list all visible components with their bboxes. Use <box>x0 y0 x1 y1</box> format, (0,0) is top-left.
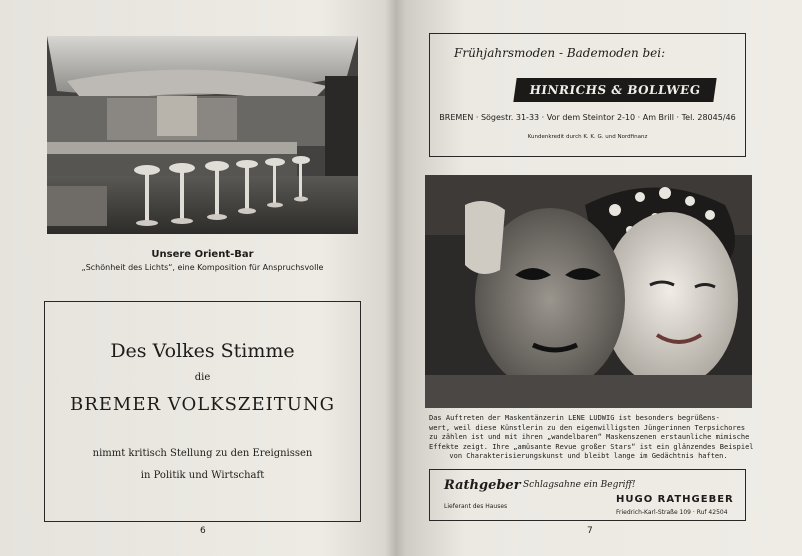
article-text <box>429 414 754 462</box>
ad-script-line: Frühjahrsmoden - Bademoden bei: <box>454 46 666 60</box>
hinrichs-bollweg-ad <box>429 33 746 157</box>
mask-dancer-photo <box>425 175 752 408</box>
article-line: wert, weil diese Künstlerin zu den eigenwilligsten Jüngerinnen Terpsichores <box>429 423 746 432</box>
photo-caption-subtitle: „Schönheit des Lichts“, eine Komposition für Anspruchsvolle <box>81 263 324 272</box>
volkszeitung-ad <box>44 301 361 522</box>
ad-tagline-1: nimmt kritisch Stellung zu den Ereignissen <box>92 448 313 459</box>
article-line: zu zählen ist und mit ihren „wandelbaren“ Maskenszenen erstaunliche mimische <box>429 433 750 442</box>
orient-bar-photo <box>47 36 358 234</box>
hinrichs-bollweg-logo: HINRICHS & BOLLWEG <box>513 78 716 102</box>
rathgeber-brand: Rathgeber <box>444 478 521 493</box>
ad-newspaper-name: BREMER VOLKSZEITUNG <box>70 394 335 415</box>
article-line: Das Auftreten der Maskentänzerin LENE LUDWIG ist besonders begrüßens- <box>429 414 720 422</box>
ad-article: die <box>194 372 211 383</box>
mask-photo-illustration <box>425 175 752 408</box>
right-page <box>400 0 802 556</box>
ad-tagline-2: in Politik und Wirtschaft <box>140 470 265 481</box>
rathgeber-name: HUGO RATHGEBER <box>616 494 734 505</box>
ad-credit-note: Kundenkredit durch K. K. G. und Nordfinanz <box>527 134 648 140</box>
bar-photo-illustration <box>47 36 358 234</box>
article-line: Effekte zeigt. Ihre „amüsante Revue großer Stars“ ist ein glänzendes Beispiel <box>429 442 754 451</box>
rathgeber-ad <box>429 469 746 521</box>
page-number-left: 6 <box>200 526 206 536</box>
ad-headline: Des Volkes Stimme <box>110 340 295 362</box>
photo-caption-title: Unsere Orient-Bar <box>151 249 254 260</box>
article-line: von Charakterisierungskunst und bleibt lange im Gedächtnis haften. <box>449 452 728 461</box>
page-number-right: 7 <box>587 526 593 536</box>
left-page <box>0 0 396 556</box>
rathgeber-slogan: Schlagsahne ein Begriff! <box>523 480 636 490</box>
ad-address: BREMEN · Sögestr. 31-33 · Vor dem Steintor 2-10 · Am Brill · Tel. 28045/46 <box>439 113 736 122</box>
rathgeber-address: Friedrich-Karl-Straße 109 · Ruf 42504 <box>616 509 728 516</box>
rathgeber-supplier-note: Lieferant des Hauses <box>444 503 508 510</box>
